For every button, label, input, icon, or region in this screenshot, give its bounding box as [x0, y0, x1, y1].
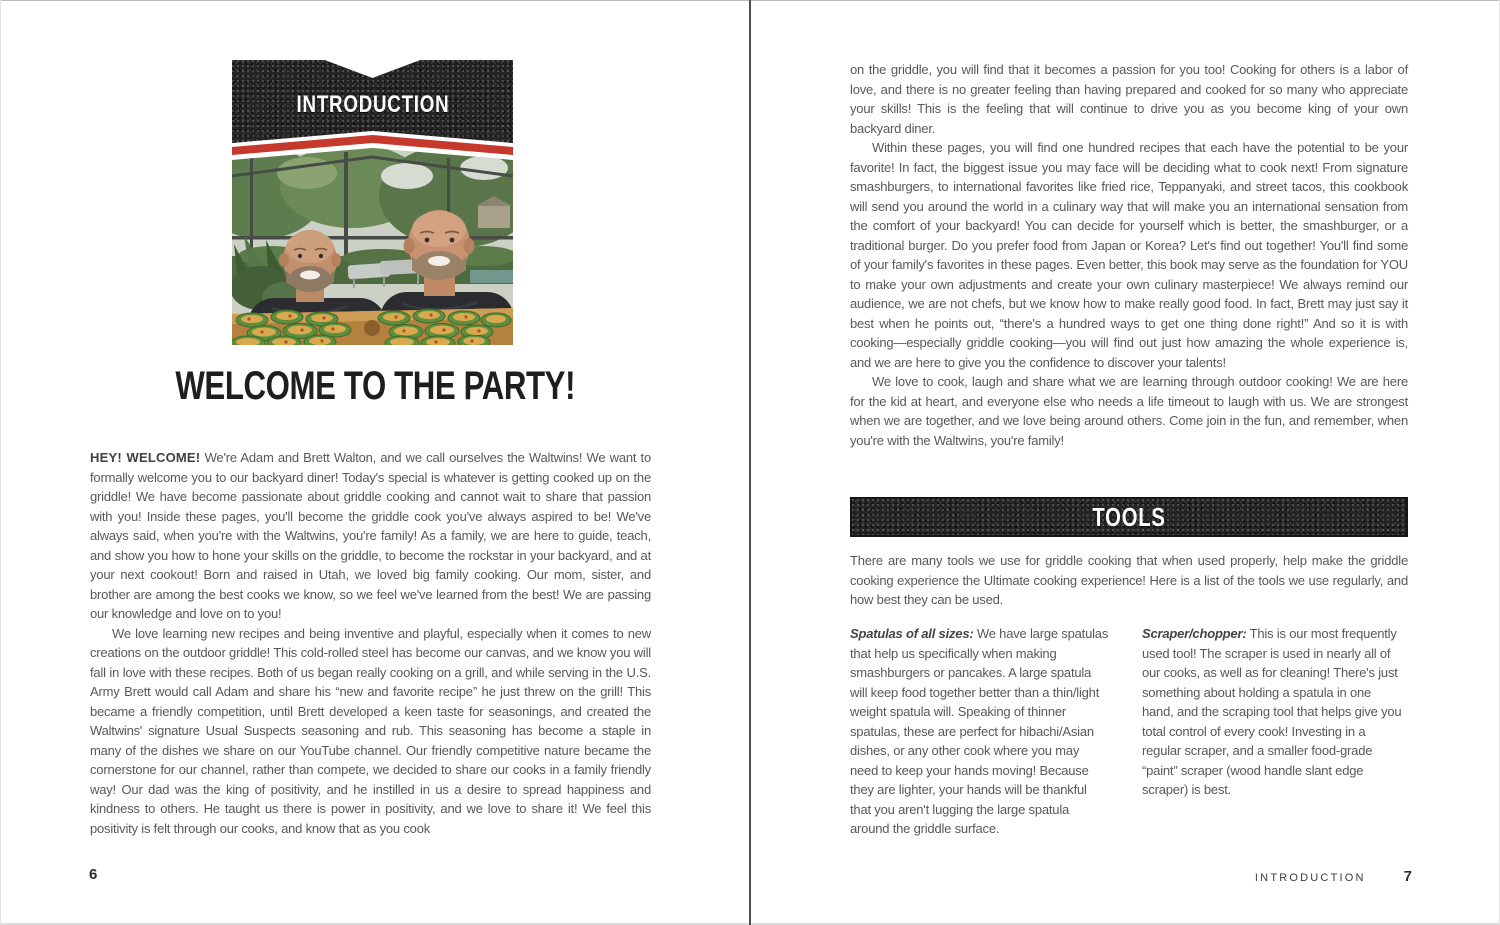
page-gutter-divider: [749, 0, 751, 925]
chapter-opener-figure: [232, 60, 513, 345]
authors-photo-illustration: [232, 148, 513, 345]
tools-section-banner: [850, 497, 1408, 537]
paragraph-text: We have large spatulas that help us specifically when making smashburgers or pancakes. A large spatula will keep food together better than a thin/light weight spatula will. Speaking of thinner spatulas, these are perfect for hibachi/Asian dishes, or any other cook where you may need to keep your hands moving! Because they are lighter, your hands will be thankful that you aren't lugging the large spatula around the griddle surface.: [850, 626, 1109, 836]
column-heading: Spatulas of all sizes:: [850, 626, 974, 641]
paragraph: Within these pages, you will find one hundred recipes that each have the potential to be your favorite! In fact, the biggest issue you may face will be deciding what to cook next! From signature smashburgers, to international favorites like fried rice, Teppanyaki, and street tacos, this cookbook will send you around the world in a culinary way that will make you an international sensation from the comfort of your backyard! You can decide for yourself which is better, the smashburger, or a traditional burger. Do you prefer food from Japan or Korea? Let's find out together! You'll find some of your family's favorites in these pages. Even better, this book may serve as the foundation for YOU to make your own adjustments and create your own culinary masterpiece! We always remind our audience, we are not chefs, but we know how to make really good food. In fact, Brett may just say it best when he points out, “there's a hundred ways to get one thing done right!” And so it is with cooking—especially griddle cooking—you will find out just how amazing the whole experience is, and we are here to give you the confidence to discover your talents!: [850, 140, 1408, 370]
paragraph: [850, 624, 1109, 839]
page-edge-left: [0, 0, 1, 925]
column-heading: Scraper/chopper:: [1142, 626, 1247, 641]
paragraph-text: We're Adam and Brett Walton, and we call ourselves the Waltwins! We want to formally welcome you to our backyard diner! Today's special is whatever is getting cooked up on the griddle! We have become passionate about griddle cooking and cannot wait to share that passion with you! Inside these pages, you'll become the griddle cook you've always aspired to be! We've always said, when you're with the Waltwins, you're family! As a family, we are here to guide, teach, and show you how to hone your skills on the griddle, to become the rockstar in your backyard, and at your next cookout! Born and raised in Utah, we loved big family cooking. Our mom, sister, and brother are among the best cooks we know, so we feel we've learned from the best! We are passing our knowledge and love on to you!: [90, 450, 651, 621]
paragraph-text: This is our most frequently used tool! The scraper is used in nearly all of our cooks, as well as for cleaning! There's just something about holding a spatula in one hand, and the scraping tool that helps give you total control of every cook! Investing in a regular scraper, and a smaller food-grade “paint” scraper (wood handle slant edge scraper) is best.: [1142, 626, 1402, 797]
section-headline: [85, 364, 665, 409]
authors-photo: [232, 148, 513, 345]
footer-right: [1100, 868, 1412, 885]
tools-column-scraper: [1142, 624, 1404, 800]
paragraph: There are many tools we use for griddle cooking that when used properly, help make the griddle cooking experience the Ultimate cooking experience! Here is a list of the tools we use regularly, and how best they can be used.: [850, 553, 1408, 607]
right-body-text: [850, 60, 1408, 450]
chapter-banner-title: INTRODUCTION: [296, 91, 449, 118]
running-head: INTRODUCTION: [1254, 872, 1366, 884]
tools-intro-text: [850, 551, 1408, 610]
tools-column-spatulas: [850, 624, 1109, 839]
paragraph: We love to cook, laugh and share what we are learning through outdoor cooking! We are here for the kid at heart, and everyone else who needs a life timeout to laugh with us. We are strongest when we are together, and we love being around others. Come join in the fun, and remember, when you're with the Waltwins, you're family!: [850, 374, 1408, 448]
chapter-banner-title-line: [232, 90, 513, 120]
paragraph-lead: HEY! WELCOME!: [90, 450, 201, 465]
paragraph: [90, 448, 651, 624]
section-headline-text: WELCOME TO THE PARTY!: [175, 364, 575, 408]
tools-section-title: TOOLS: [1092, 501, 1166, 532]
left-body-text: [90, 448, 651, 838]
paragraph: [1142, 624, 1404, 800]
paragraph: We love learning new recipes and being inventive and playful, especially when it comes to new creations on the outdoor griddle! This cold-rolled steel has become our canvas, and we know you will fall in love with these recipes. Both of us began really cooking on a grill, and while serving in the U.S. Army Brett would call Adam and share his “new and favorite recipe” he just threw on the grill! This became a friendly competition, until Brett developed a keen taste for seasonings, and created the Waltwins' signature Usual Suspects seasoning and rub. This seasoning has become a staple in many of the dishes we share on our YouTube channel. Our friendly competitive nature became the cornerstone for our channel, rather than compete, we decided to share our cooks in a family friendly way! Our dad was the king of positivity, and he instilled in us a desire to spread happiness and kindness to others. He taught us there is power in positivity, and we love to share it! We feel this positivity is felt through our cooks, and know that as you cook: [90, 625, 651, 836]
page-number-right: 7: [1403, 868, 1412, 885]
paragraph: on the griddle, you will find that it becomes a passion for you too! Cooking for others is a labor of love, and there is no greater feeling than having prepared and cooked for so many who appreciate your skills! This is the feeling that will continue to drive you as you become king of your own backyard diner.: [850, 62, 1408, 136]
page-number-left: 6: [89, 866, 98, 883]
